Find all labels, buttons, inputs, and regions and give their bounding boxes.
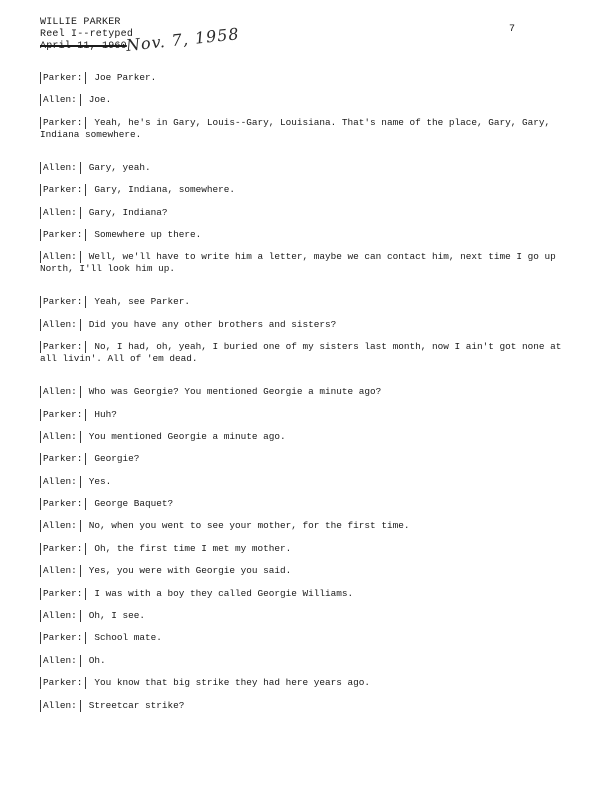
speaker-label: Parker: [40, 498, 86, 510]
speaker-label: Parker: [40, 588, 86, 600]
document-header [40, 17, 133, 53]
transcript-entry [40, 319, 570, 341]
dialogue-text: Who was Georgie? You mentioned Georgie a minute ago? [88, 386, 382, 398]
speaker-label: Parker: [40, 117, 86, 129]
speaker-label: Parker: [40, 409, 86, 421]
dialogue-text: Streetcar strike? [88, 699, 185, 711]
speaker-label: Parker: [40, 72, 86, 84]
speaker-label: Allen: [40, 162, 81, 174]
transcript-entry [40, 677, 570, 699]
transcript-entry [40, 207, 570, 229]
speaker-label: Parker: [40, 632, 86, 644]
page-number: 7 [509, 24, 516, 35]
dialogue-text: I was with a boy they called Georgie Williams. [94, 587, 354, 599]
transcript-entry [40, 453, 570, 475]
transcript-entry [40, 386, 570, 408]
struck-date: April 11, 1960 [40, 41, 127, 52]
dialogue-text: Yes. [88, 475, 112, 487]
speaker-label: Allen: [40, 251, 81, 263]
speaker-label: Parker: [40, 543, 86, 555]
reel-label: Reel I--retyped [40, 29, 134, 40]
speaker-label: Allen: [40, 319, 81, 331]
dialogue-text: Well, we'll have to write him a letter, maybe we can contact him, next time I go up North, I'll look him up. [40, 251, 556, 275]
interviewee-name: WILLIE PARKER [40, 17, 121, 28]
dialogue-text: Somewhere up there. [94, 228, 202, 240]
dialogue-text: Oh, the first time I met my mother. [94, 542, 292, 554]
transcript-entry [40, 251, 570, 296]
dialogue-text: Yeah, see Parker. [94, 296, 191, 308]
speaker-label: Allen: [40, 94, 81, 106]
transcript-entry [40, 565, 570, 587]
speaker-label: Parker: [40, 677, 86, 689]
dialogue-text: You mentioned Georgie a minute ago. [88, 430, 286, 442]
transcript-entry [40, 543, 570, 565]
speaker-label: Allen: [40, 565, 81, 577]
transcript-entry [40, 610, 570, 632]
dialogue-text: You know that big strike they had here years ago. [94, 677, 371, 689]
transcript-entry [40, 431, 570, 453]
dialogue-text: School mate. [94, 632, 162, 644]
speaker-label: Allen: [40, 520, 81, 532]
dialogue-text: Georgie? [94, 453, 140, 465]
dialogue-text: No, I had, oh, yeah, I buried one of my sisters last month, now I ain't got none at all livin'. All of 'em dead. [40, 341, 562, 365]
speaker-label: Allen: [40, 655, 81, 667]
speaker-label: Parker: [40, 184, 86, 196]
dialogue-text: Joe Parker. [94, 72, 157, 83]
dialogue-text: Yes, you were with Georgie you said. [88, 565, 292, 577]
transcript-entry [40, 117, 570, 162]
dialogue-text: Oh. [88, 654, 106, 666]
transcript-entry [40, 655, 570, 677]
speaker-label: Parker: [40, 453, 86, 465]
dialogue-text: Gary, Indiana? [88, 206, 168, 218]
transcript [40, 72, 570, 722]
dialogue-text: Huh? [94, 408, 117, 420]
transcript-entry [40, 72, 570, 94]
speaker-label: Allen: [40, 476, 81, 488]
speaker-label: Parker: [40, 341, 86, 353]
dialogue-text: George Baquet? [94, 498, 174, 510]
dialogue-text: Did you have any other brothers and sisters? [88, 318, 337, 330]
transcript-entry [40, 296, 570, 318]
dialogue-text: Gary, yeah. [88, 161, 151, 173]
transcript-entry [40, 588, 570, 610]
speaker-label: Allen: [40, 700, 81, 712]
transcript-entry [40, 162, 570, 184]
transcript-entry [40, 184, 570, 206]
dialogue-text: No, when you went to see your mother, for the first time. [88, 520, 410, 532]
dialogue-text: Yeah, he's in Gary, Louis--Gary, Louisiana. That's name of the place, Gary, Gary, Indiana somewhere. [40, 116, 551, 140]
transcript-entry [40, 498, 570, 520]
transcript-entry [40, 409, 570, 431]
transcript-entry [40, 229, 570, 251]
dialogue-text: Gary, Indiana, somewhere. [94, 184, 236, 196]
transcript-entry [40, 700, 570, 722]
transcript-entry [40, 520, 570, 542]
speaker-label: Allen: [40, 610, 81, 622]
transcript-entry [40, 341, 570, 386]
speaker-label: Parker: [40, 296, 86, 308]
transcript-entry [40, 94, 570, 116]
transcript-entry [40, 632, 570, 654]
speaker-label: Allen: [40, 431, 81, 443]
dialogue-text: Oh, I see. [88, 610, 146, 622]
handwritten-date: Nov. 7, 1958 [125, 24, 241, 55]
speaker-label: Parker: [40, 229, 86, 241]
dialogue-text: Joe. [88, 94, 112, 106]
speaker-label: Allen: [40, 386, 81, 398]
speaker-label: Allen: [40, 207, 81, 219]
transcript-entry [40, 476, 570, 498]
